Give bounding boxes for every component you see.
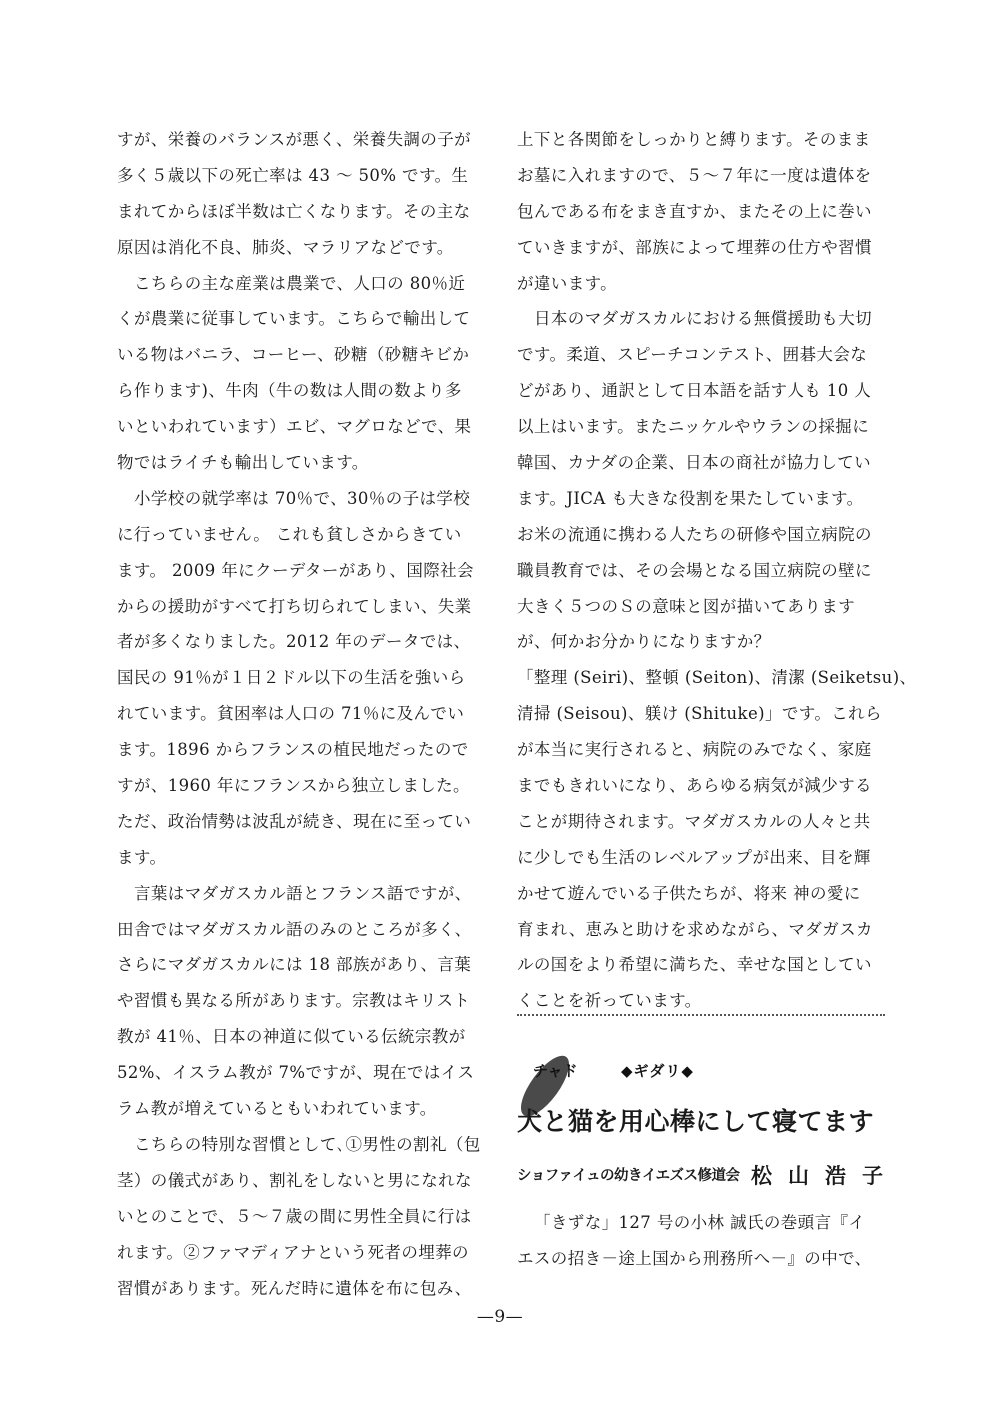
body-line: が違います。 <box>517 273 618 293</box>
body-line: こちらの主な産業は農業で、人口の 80％近 <box>134 273 466 293</box>
body-line: ます。JICA も大きな役割を果たしています。 <box>517 488 864 508</box>
body-line: 包んである布をまき直すか、またその上に巻い <box>517 201 872 221</box>
body-line: 物ではライチも輸出しています。 <box>117 453 369 473</box>
body-line: 職員教育では、その会場となる国立病院の壁に <box>517 560 872 580</box>
body-line: くことを祈っています。 <box>517 991 702 1011</box>
body-line: です。柔道、スピーチコンテスト、囲碁大会な <box>517 345 868 365</box>
body-line: に行っていません。 これも貧しさからきてい <box>117 524 462 544</box>
body-line: ラム教が増えているともいわれています。 <box>117 1099 437 1119</box>
body-line: かせて遊んでいる子供たちが、将来 神の愛に <box>517 883 861 903</box>
body-line: 田舎ではマダガスカル語のみのところが多く、 <box>117 919 472 939</box>
body-line: 多く５歳以下の死亡率は 43 〜 50% です。生 <box>117 165 469 185</box>
body-line: ルの国をより希望に満ちた、幸せな国としてい <box>517 955 872 975</box>
body-line: お墓に入れますので、５〜７年に一度は遺体を <box>517 165 872 185</box>
body-line: 小学校の就学率は 70％で、30％の子は学校 <box>134 488 471 508</box>
body-line: さらにマダガスカルには 18 部族があり、言葉 <box>117 955 472 975</box>
body-line: いといわれています）エビ、マグロなどで、果 <box>117 417 472 437</box>
article-region: ◆ギダリ◆ <box>621 1062 694 1080</box>
body-line: どがあり、通訳として日本語を話す人も 10 人 <box>517 381 872 401</box>
body-line: ます。 <box>117 847 167 867</box>
body-line: こちらの特別な習慣として､①男性の割礼（包 <box>134 1134 481 1154</box>
left-column <box>117 122 485 1306</box>
body-line: ます。 2009 年にクーデターがあり、国際社会 <box>117 560 474 580</box>
body-line: ただ、政治情勢は波乱が続き、現在に至ってい <box>117 811 472 831</box>
author-name: 松山浩子 <box>751 1163 899 1188</box>
body-line: すが、1960 年にフランスから独立しました。 <box>117 776 470 796</box>
article-title: 犬と猫を用心棒にして寝てます <box>517 1107 875 1136</box>
body-line: 育まれ、恵みと助けを求めながら、マダガスカ <box>517 919 873 939</box>
body-line: ます。1896 からフランスの植民地だったので <box>117 740 469 760</box>
body-line: までもきれいになり、あらゆる病気が減少する <box>517 776 872 796</box>
author-organization: ショファイュの幼きイエズス修道会 <box>517 1168 740 1184</box>
body-line: 「整理 (Seiri)、整頓 (Seiton)、清潔 (Seiketsu)、 <box>517 668 917 688</box>
body-line: いる物はバニラ、コーヒー、砂糖（砂糖キビか <box>117 345 470 365</box>
body-line: 国民の 91％が１日２ドル以下の生活を強いら <box>117 668 466 688</box>
body-line: れます。②ファマディアナという死者の埋葬の <box>117 1242 469 1262</box>
body-line: まれてからほぼ半数は亡くなります。その主な <box>117 201 471 221</box>
author-row <box>517 1160 899 1190</box>
body-line: お米の流通に携わる人たちの研修や国立病院の <box>517 524 872 544</box>
article-country: チャド <box>533 1062 578 1080</box>
body-line: 上下と各関節をしっかりと縛ります。そのまま <box>517 130 871 149</box>
body-line: が、何かお分かりになりますか？ <box>517 632 771 652</box>
body-line: エスの招き－途上国から刑務所へ－』の中で、 <box>517 1248 872 1268</box>
body-line: くが農業に従事しています。こちらで輸出して <box>117 309 471 329</box>
body-line: 清掃 (Seisou)、躾け (Shituke)」です。これら <box>517 704 882 724</box>
body-line: や習慣も異なる所があります。宗教はキリスト <box>117 991 471 1011</box>
body-line: れています。貧困率は人口の 71％に及んでい <box>117 704 465 724</box>
body-line: ら作ります)、牛肉（牛の数は人間の数より多 <box>117 381 462 401</box>
body-line: 茎）の儀式があり、割礼をしないと男になれな <box>117 1170 472 1190</box>
body-line: 52%、イスラム教が 7%ですが、現在ではイス <box>117 1063 475 1083</box>
body-line: 習慣があります。死んだ時に遺体を布に包み、 <box>117 1278 472 1298</box>
body-line: 日本のマダガスカルにおける無償援助も大切 <box>534 309 872 329</box>
body-line: 教が 41％、日本の神道に似ている伝統宗教が <box>117 1027 466 1047</box>
body-line: 大きく５つのＳの意味と図が描いてあります <box>517 596 855 616</box>
body-line: 言葉はマダガスカル語とフランス語ですが、 <box>134 883 472 903</box>
right-column <box>517 122 917 1019</box>
body-line: 「きずな」127 号の小林 誠氏の巻頭言『イ <box>534 1213 866 1232</box>
body-line: 韓国、カナダの企業、日本の商社が協力してい <box>517 453 872 473</box>
body-line: からの援助がすべて打ち切られてしまい、失業 <box>117 596 472 616</box>
body-line: ことが期待されます。マダガスカルの人々と共 <box>517 811 871 831</box>
article-body <box>517 1205 885 1277</box>
body-line: 原因は消化不良、肺炎、マラリアなどです。 <box>117 237 454 257</box>
body-line: ていきますが、部族によって埋葬の仕方や習慣 <box>517 237 872 257</box>
page-number: —9— <box>476 1307 524 1327</box>
dotted-divider <box>517 1014 885 1016</box>
body-line: 以上はいます。またニッケルやウランの採掘に <box>517 417 870 437</box>
body-line: すが、栄養のバランスが悪く、栄養失調の子が <box>117 130 472 149</box>
body-line: 者が多くなりました。2012 年のデータでは、 <box>117 632 471 652</box>
body-line: が本当に実行されると、病院のみでなく、家庭 <box>517 740 872 760</box>
body-line: に少しでも生活のレベルアップが出来、目を輝 <box>517 847 871 867</box>
article-country-row <box>523 1040 823 1092</box>
body-line: いとのことで、５〜７歳の間に男性全員に行は <box>117 1206 472 1226</box>
